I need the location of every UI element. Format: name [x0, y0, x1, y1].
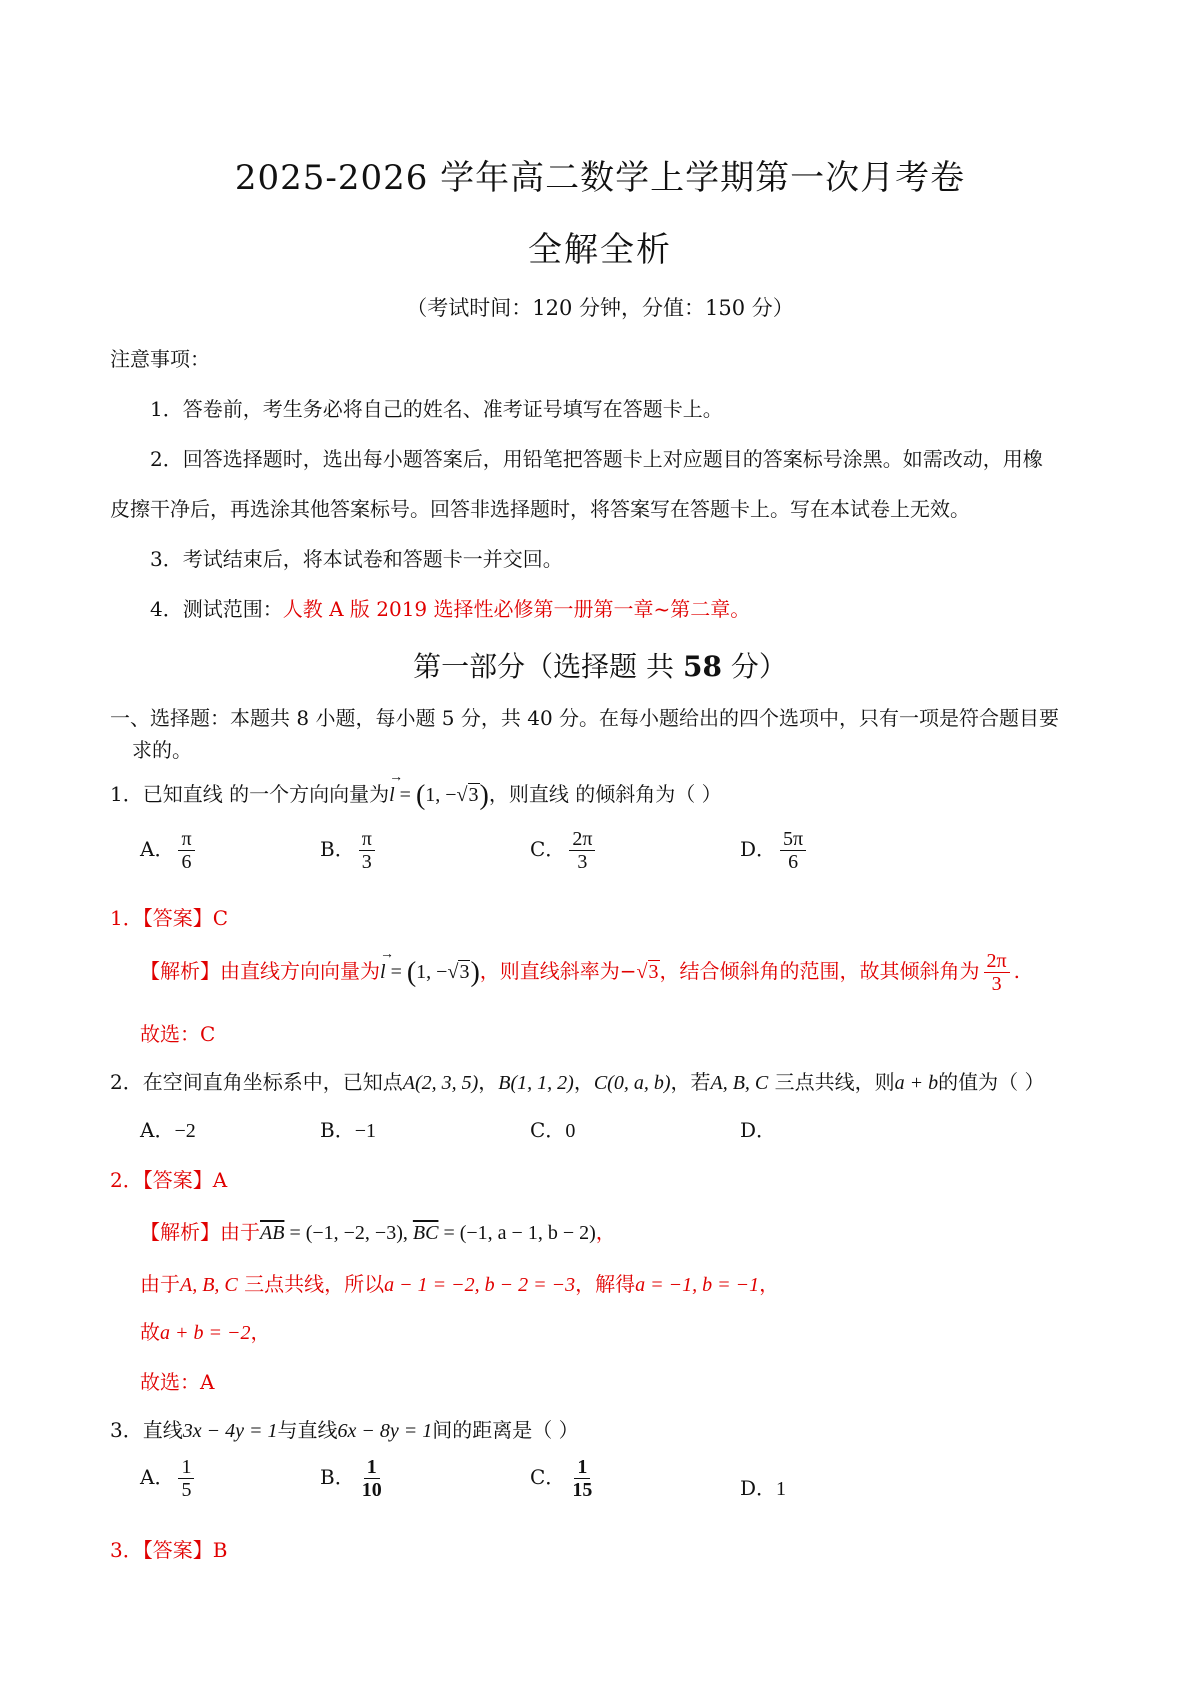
- q3-line-1: 3x − 4y = 1: [182, 1420, 278, 1442]
- note-item-2-line-2: 皮擦干净后，再选涂其他答案标号。回答非选择题时，将答案写在答题卡上。写在本试卷上无效。: [110, 497, 970, 521]
- note-item-3: 3．考试结束后，将本试卷和答题卡一并交回。: [150, 547, 563, 571]
- note-item-4: [150, 593, 750, 622]
- q3-option-c: C． $\frac{1}{15}$: [530, 1456, 593, 1501]
- q3-option-b: B． $\frac{1}{10}$: [320, 1456, 382, 1501]
- q2-point-b: B(1, 1, 2): [498, 1072, 574, 1094]
- exam-subtitle: 全解全析: [528, 230, 672, 270]
- notes-heading: 注意事项：: [110, 347, 210, 371]
- question-3-stem: 3．直线3x − 4y = 1与直线6x − 8y = 1间的距离是（ ）: [110, 1418, 579, 1442]
- q2-option-d: D．: [740, 1118, 777, 1142]
- part1-heading-suffix: 分）: [721, 650, 787, 683]
- q2-choose: 故选：A: [140, 1370, 215, 1394]
- question-2-stem: 2．在空间直角坐标系中，已知点A(2, 3, 5)，B(1, 1, 2)，C(0, a, b)，若A, B, C 三点共线，则a + b的值为（ ）: [110, 1070, 1045, 1094]
- q3-option-d: D．1: [740, 1476, 787, 1500]
- q3-option-a: A． $\frac{1}{5}$: [140, 1456, 198, 1501]
- q2-point-c: C(0, a, b): [593, 1072, 671, 1094]
- q3-answer: 3．【答案】B: [110, 1538, 228, 1562]
- q1-vector: → l: [389, 770, 404, 806]
- q1-stem-a: 1．已知直线 的一个方向向量为: [110, 782, 390, 806]
- q2-option-b: B．−1: [320, 1118, 376, 1142]
- q1-analysis: 【解析】由直线方向向量为 → l = (1, −√3)，则直线斜率为−√3，结合倾斜角的范围，故其倾斜角为 $\frac{2\pi}{3}$ .: [140, 947, 1020, 995]
- q1-equals: =: [394, 784, 416, 806]
- part1-score: 58: [682, 650, 722, 683]
- note-item-1: 1．答卷前，考生务必将自己的姓名、准考证号填写在答题卡上。: [150, 397, 723, 421]
- q2-analysis-line-2: 由于A, B, C 三点共线，所以a − 1 = −2, b − 2 = −3，解得a = −1, b = −1，: [140, 1272, 780, 1296]
- exam-info: （考试时间：120 分钟，分值：150 分）: [406, 296, 794, 320]
- question-1-stem: 1．已知直线 的一个方向向量为 → l = (1, −√3)，则直线 的倾斜角为（ ）: [110, 770, 722, 811]
- q1-option-c: C． $\frac{2\pi}{3}$: [530, 828, 599, 873]
- q2-option-c: C．0: [530, 1118, 576, 1142]
- q2-option-a: A．−2: [140, 1118, 196, 1142]
- q1-option-b: B． $\frac{\pi}{3}$: [320, 828, 379, 873]
- exam-title: 2025-2026 学年高二数学上学期第一次月考卷: [234, 158, 966, 198]
- q2-analysis-line-3: 故a + b = −2，: [140, 1320, 271, 1344]
- part1-instruction-line-2: 求的。: [132, 738, 192, 762]
- q1-stem-b: ，则直线 的倾斜角为（ ）: [488, 782, 722, 806]
- q2-analysis-line-1: 【解析】由于$\overline{AB} = (-1$, −2, −3), $\overline{BC} = (-1$, a − 1, b − 2)，: [140, 1220, 616, 1244]
- q2-point-a: A(2, 3, 5): [402, 1072, 479, 1094]
- note-item-4-label: 4．测试范围：: [150, 597, 283, 621]
- q3-line-2: 6x − 8y = 1: [337, 1420, 433, 1442]
- q2-answer: 2．【答案】A: [110, 1168, 228, 1192]
- test-range: 人教 A 版 2019 选择性必修第一册第一章~第二章。: [282, 597, 751, 621]
- note-item-2-line-1: 2．回答选择题时，选出每小题答案后，用铅笔把答题卡上对应题目的答案标号涂黑。如需改动，用橡: [150, 447, 1043, 471]
- part1-instruction-line-1: 一、选择题：本题共 8 小题，每小题 5 分，共 40 分。在每小题给出的四个选项中，只有一项是符合题目要: [110, 706, 1060, 730]
- q1-vector-value: 1, −√3: [425, 784, 479, 806]
- q1-answer: 1．【答案】C: [110, 906, 229, 930]
- q1-choose: 故选：C: [140, 1022, 216, 1046]
- q1-option-a: A． $\frac{\pi}{6}$: [140, 828, 199, 873]
- part1-heading: [0, 645, 1200, 685]
- q1-option-d: D． $\frac{5\pi}{6}$: [740, 828, 810, 873]
- part1-heading-prefix: 第一部分（选择题 共: [413, 650, 683, 683]
